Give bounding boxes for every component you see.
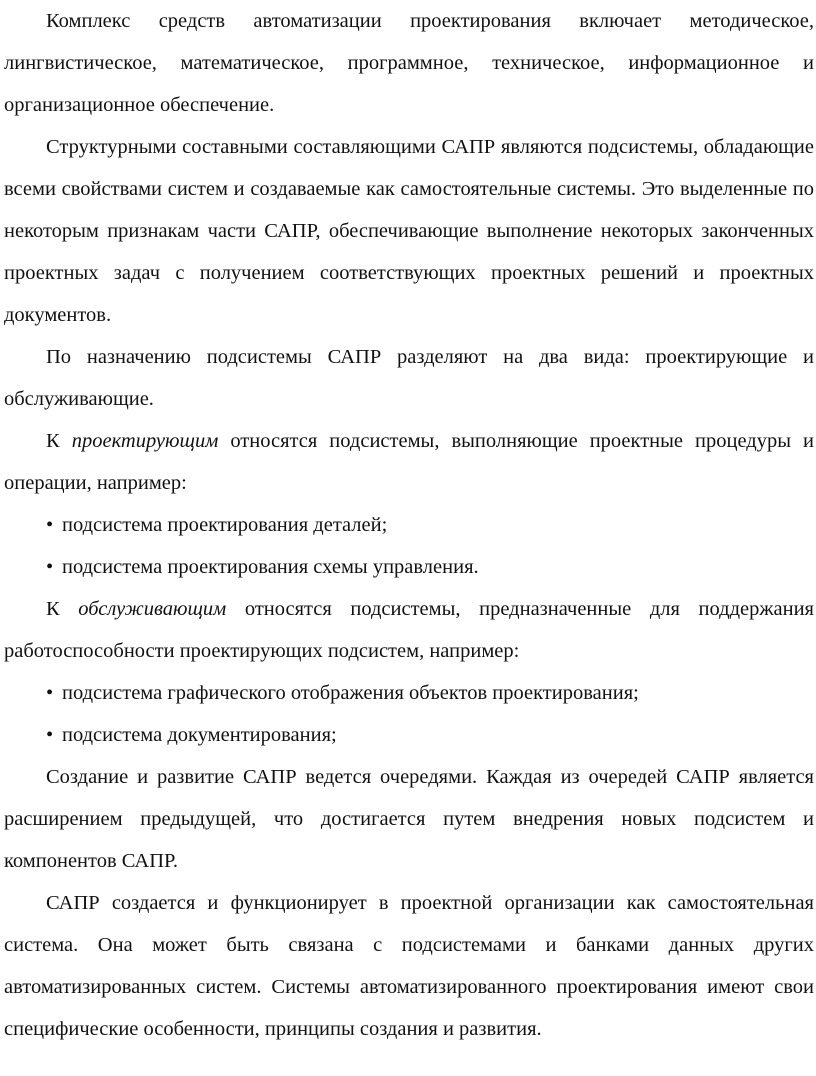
list-item-text: подсистема графического отображения объектов проектирования; (62, 682, 639, 704)
paragraph-rest: относятся подсистемы, выполняющие проектные процедуры и операции, например: (4, 430, 815, 494)
paragraph-subsystems: Структурными составными составляющими САПР являются подсистемы, обладающие всеми свойствами систем и создаваемые как самостоятельные системы. Это выделенные по некоторым признакам части САПР, обеспечивающие выполнение некоторых законченных проектных задач с получением соответствующих проектных решений и проектных документов. (4, 136, 814, 326)
list-item-text: подсистема проектирования деталей; (62, 514, 388, 536)
bullet-icon: • (46, 682, 54, 704)
paragraph-rest: относятся подсистемы, предназначенные для поддержания работоспособности проектирующих подсистем, например: (4, 598, 814, 662)
paragraph-servicing-subsystems (4, 588, 814, 672)
paragraph-designing-subsystems (4, 420, 814, 504)
bullet-icon: • (46, 724, 54, 746)
paragraph-development-stages: Создание и развитие САПР ведется очередями. Каждая из очередей САПР является расширением предыдущей, что достигается путем внедрения новых подсистем и компонентов САПР. (4, 766, 814, 872)
paragraph-cad-support: Комплекс средств автоматизации проектирования включает методическое, лингвистическое, математическое, программное, техническое, информационное и организационное обеспечение. (4, 10, 814, 116)
paragraph-cad-organization: САПР создается и функционирует в проектной организации как самостоятельная система. Она может быть связана с подсистемами и банками данных других автоматизированных систем. Системы автоматизированного проектирования имеют свои специфические особенности, принципы создания и развития. (4, 892, 814, 1040)
bullet-icon: • (46, 514, 54, 536)
lead-word: К (46, 430, 60, 452)
list-item (4, 672, 814, 714)
lead-word: К (46, 598, 60, 620)
list-item (4, 504, 814, 546)
term-designing: проектирующим (71, 430, 219, 452)
list-item-text: подсистема документирования; (62, 724, 337, 746)
list-item (4, 546, 814, 588)
bullet-icon: • (46, 556, 54, 578)
list-item-text: подсистема проектирования схемы управления. (62, 556, 479, 578)
term-servicing: обслуживающим (78, 598, 227, 620)
paragraph-subsystem-types: По назначению подсистемы САПР разделяют на два вида: проектирующие и обслуживающие. (4, 346, 814, 410)
list-item (4, 714, 814, 756)
